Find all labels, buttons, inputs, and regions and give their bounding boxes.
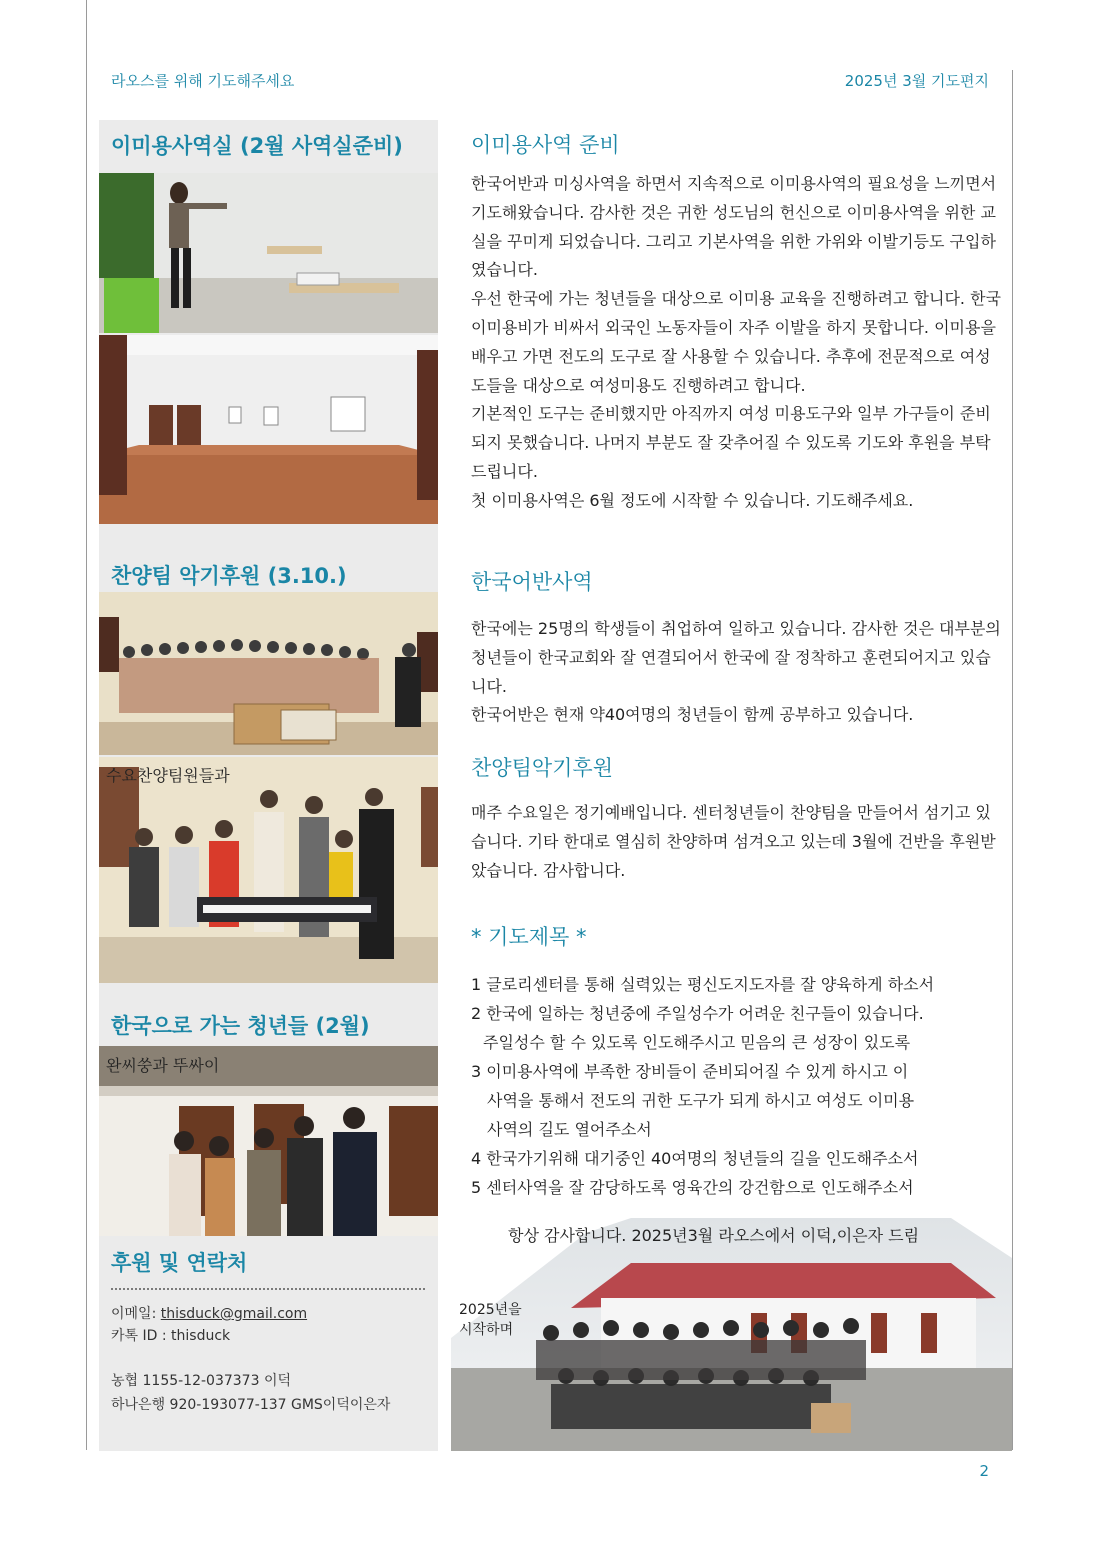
photo-caption-line-1: 2025년을 (459, 1302, 522, 1318)
prayer-item: 5 센터사역을 잘 감당하도록 영육간의 강건함으로 인도해주소서 (471, 1178, 914, 1197)
praise-paragraph-1: 매주 수요일은 정기예배입니다. 센터청년들이 찬양팀을 만들어서 섬기고 있습니다. 기타 한대로 열심히 찬양하며 섬겨오고 있는데 3월에 건반을 후원받았습니다. 감사합니다. (471, 803, 996, 880)
prayer-item: 1 글로리센터를 통해 실력있는 평신도지도자를 잘 양육하게 하소서 (471, 975, 935, 994)
caption-youth: 완씨쑹과 뚜싸이 (106, 1056, 220, 1075)
heading-salon-ministry: 이미용사역 준비 (471, 133, 620, 157)
photo-salon-room (99, 335, 438, 524)
contact-bank-nonghyup: 농협 1155-12-037373 이덕 (111, 1373, 291, 1389)
prayer-item: 3 이미용사역에 부족한 장비들이 준비되어질 수 있게 하시고 이 (471, 1062, 909, 1081)
contact-email-label: 이메일: (111, 1306, 161, 1322)
prayer-item: 4 한국가기위해 대기중인 40여명의 청년들의 길을 인도해주소서 (471, 1149, 919, 1168)
salon-paragraph-3: 기본적인 도구는 준비했지만 아직까지 여성 미용도구와 일부 가구들이 준비되지 못했습니다. 나머지 부분도 잘 갖추어질 수 있도록 기도와 후원을 부탁드립니다. (471, 404, 991, 481)
heading-korean-class: 한국어반사역 (471, 570, 593, 594)
sidebar-title-instrument-support: 찬양팀 악기후원 (3.10.) (111, 564, 347, 588)
header-right-text: 2025년 3월 기도편지 (844, 72, 989, 90)
prayer-item-continued: 사역의 길도 열어주소서 (487, 1120, 652, 1139)
sidebar-title-salon-room: 이미용사역실 (2월 사역실준비) (111, 134, 403, 158)
photo-caption-line-2: 시작하며 (459, 1322, 514, 1338)
caption-choir: 수요찬양팀원들과 (106, 766, 230, 785)
contact-kakao: 카톡 ID : thisduck (111, 1328, 231, 1344)
left-margin-rule (86, 0, 87, 1450)
korean-class-paragraph-1: 한국에는 25명의 학생들이 취업하여 일하고 있습니다. 감사한 것은 대부분의 청년들이 한국교회와 잘 연결되어서 한국에 잘 정착하고 훈련되어지고 있습니다. (471, 619, 1001, 696)
photo-caption-new-year (459, 1300, 522, 1340)
contact-email-row (111, 1303, 307, 1323)
heading-prayer-topics: * 기도제목 * (471, 925, 587, 949)
prayer-item-continued: 사역을 통해서 전도의 귀한 도구가 되게 하시고 여성도 이미용 (487, 1091, 915, 1110)
photo-group-instrument-boxes (99, 592, 438, 755)
page-number: 2 (979, 1462, 989, 1480)
contact-email-link[interactable]: thisduck@gmail.com (160, 1306, 308, 1322)
photo-choir-with-keyboard (99, 757, 438, 983)
photo-salon-construction (99, 173, 438, 333)
contact-divider (111, 1288, 425, 1290)
salon-paragraph-2: 우선 한국에 가는 청년들을 대상으로 이미용 교육을 진행하려고 합니다. 한국 이미용비가 비싸서 외국인 노동자들이 자주 이발을 하지 못합니다. 이미용을 배우고 가면 전도의 도구로 잘 사용할 수 있습니다. 추후에 전문적으로 여성도들을 대상으로 여성미용도 진행하려고 합니다. (471, 289, 1001, 395)
prayer-item-continued: 주일성수 할 수 있도록 인도해주시고 믿음의 큰 성장이 있도록 (483, 1033, 911, 1052)
prayer-item: 2 한국에 일하는 청년중에 주일성수가 어려운 친구들이 있습니다. (471, 1004, 924, 1023)
salon-paragraph-4: 첫 이미용사역은 6월 정도에 시작할 수 있습니다. 기도해주세요. (471, 490, 914, 510)
contact-title: 후원 및 연락처 (111, 1251, 248, 1275)
contact-bank-hana: 하나은행 920-193077-137 GMS이덕이은자 (111, 1397, 391, 1413)
salon-paragraph-1: 한국어반과 미싱사역을 하면서 지속적으로 이미용사역의 필요성을 느끼면서 기도해왔습니다. 감사한 것은 귀한 성도님의 헌신으로 이미용사역을 위한 교실을 꾸미게 되었습니다. 그리고 기본사역을 위한 가위와 이발기등도 구입하였습니다. (471, 174, 997, 280)
header-left-text: 라오스를 위해 기도해주세요 (111, 72, 295, 90)
korean-class-text (471, 615, 1001, 730)
right-margin-rule (1012, 70, 1013, 1450)
salon-ministry-text (471, 170, 1001, 516)
closing-thanks: 항상 감사합니다. 2025년3월 라오스에서 이덕,이은자 드림 (508, 1226, 920, 1245)
prayer-list (471, 970, 1001, 1202)
heading-praise-instruments: 찬양팀악기후원 (471, 756, 614, 780)
photo-new-year-group (451, 1218, 1012, 1451)
korean-class-paragraph-2: 한국어반은 현재 약40여명의 청년들이 함께 공부하고 있습니다. (471, 705, 914, 725)
praise-instruments-text (471, 799, 1001, 885)
sidebar-title-youth-to-korea: 한국으로 가는 청년들 (2월) (111, 1014, 370, 1038)
